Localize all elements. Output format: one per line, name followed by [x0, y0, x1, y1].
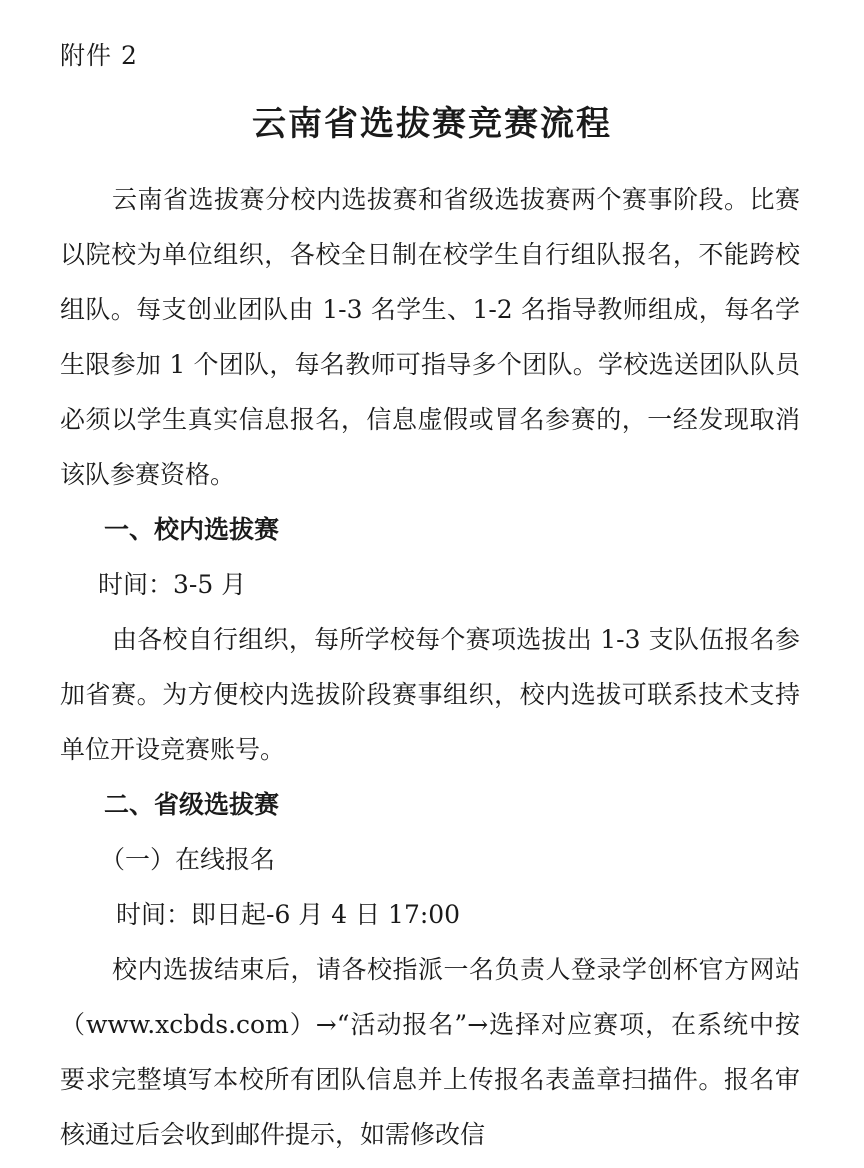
section-1-paragraph: 由各校自行组织，每所学校每个赛项选拔出 1-3 支队伍报名参加省赛。为方便校内选拔阶段赛事组织，校内选拔可联系技术支持单位开设竞赛账号。 [60, 625, 800, 764]
section-1-heading: 一、校内选拔赛 [104, 515, 280, 544]
subsection-1-time: 时间：即日起-6 月 4 日 17:00 [116, 900, 461, 929]
document-title: 云南省选拔赛竞赛流程 [252, 104, 612, 144]
document-body [60, 172, 800, 1162]
section-1-time: 时间：3-5 月 [98, 570, 247, 599]
section-2-heading: 二、省级选拔赛 [104, 790, 280, 819]
intro-paragraph: 云南省选拔赛分校内选拔赛和省级选拔赛两个赛事阶段。比赛以院校为单位组织，各校全日制在校学生自行组队报名，不能跨校组队。每支创业团队由 1-3 名学生、1-2 名指导教师组成，每名学生限参加 1 个团队，每名教师可指导多个团队。学校选送团队队员必须以学生真实信息报名，信息虚假或冒名参赛的，一经发现取消该队参赛资格。 [60, 185, 800, 489]
subsection-1-paragraph: 校内选拔结束后，请各校指派一名负责人登录学创杯官方网站（www.xcbds.com）→“活动报名”→选择对应赛项，在系统中按要求完整填写本校所有团队信息并上传报名表盖章扫描件。报名审核通过后会收到邮件提示，如需修改信 [60, 955, 800, 1149]
subsection-1-heading: （一）在线报名 [100, 845, 276, 874]
attachment-label: 附件 2 [60, 41, 138, 70]
